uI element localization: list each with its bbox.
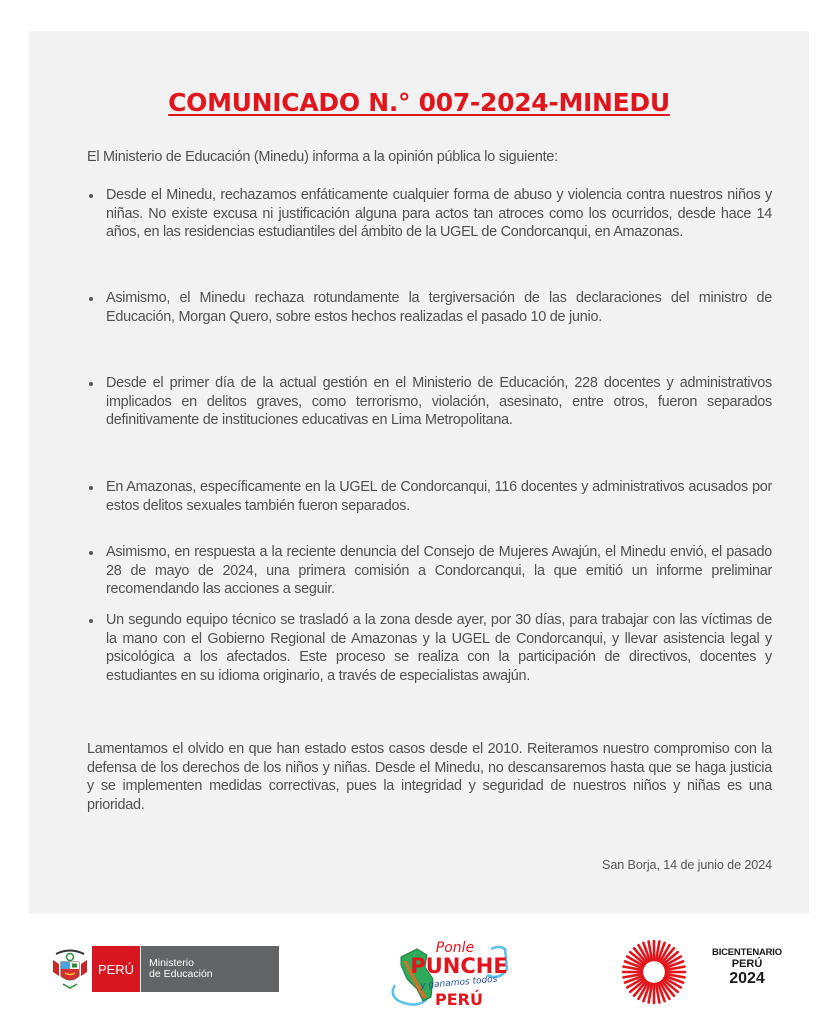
bullet-item-4: En Amazonas, específicamente en la UGEL de Condorcanqui, 116 docentes y administrativos acusados por estos delitos sexuales también fueron separados. <box>106 479 772 514</box>
bicentenario-logo <box>618 937 798 1007</box>
bicentenario-line-3: 2024 <box>729 970 765 987</box>
intro-paragraph: El Ministerio de Educación (Minedu) informa a la opinión pública lo siguiente: <box>87 149 558 165</box>
ministry-line-2: de Educación <box>149 968 213 980</box>
bicentenario-line-1: BICENTENARIO <box>712 947 782 958</box>
punche-line-2: PUNCHE <box>410 954 508 978</box>
punche-line-4: PERÚ <box>435 990 483 1009</box>
punche-line-1: Ponle <box>435 940 475 956</box>
ponle-punche-logo <box>387 935 527 1015</box>
bullet-item-3: Desde el primer día de la actual gestión en el Ministerio de Educación, 228 docentes y administrativos implicados en delitos graves, como terrorismo, violación, asesinato, entre otros, fueron separados definitivamente de instituciones educativas en Lima Metropolitana. <box>106 375 772 429</box>
bicentenario-text <box>696 947 798 987</box>
ministry-label <box>141 946 279 992</box>
punche-line-3: y ganamos todos <box>419 974 498 992</box>
closing-paragraph: Lamentamos el olvido en que han estado estos casos desde el 2010. Reiteramos nuestro compromiso con la defensa de los derechos de los niños y niñas. Desde el Minedu, no descansaremos hasta que se haga justicia y se implementen medidas correctivas, pues la integridad y seguridad de nuestros niños y niñas es una prioridad. <box>87 741 772 813</box>
bullet-item-6: Un segundo equipo técnico se trasladó a la zona desde ayer, por 30 días, para trabajar con las víctimas de la mano con el Gobierno Regional de Amazonas y la UGEL de Condorcanqui, y llevar asistencia legal y psicológica a los afectados. Este proceso se realiza con la participación de directivos, docentes y estudiantes en su idioma originario, a través de especialistas awajún. <box>106 612 772 684</box>
peru-label: PERÚ <box>92 946 140 992</box>
minedu-logo <box>50 944 282 994</box>
bicentenario-line-2: PERÚ <box>731 958 763 970</box>
bullet-item-5: Asimismo, en respuesta a la reciente denuncia del Consejo de Mujeres Awajún, el Minedu envió, el pasado 28 de mayo de 2024, una primera comisión a Condorcanqui, la que emitió un informe preliminar recomendando las acciones a seguir. <box>106 544 772 598</box>
communique-title: COMUNICADO N.° 007-2024-MINEDU <box>168 88 670 117</box>
date-line: San Borja, 14 de junio de 2024 <box>602 858 772 872</box>
bullet-item-2: Asimismo, el Minedu rechaza rotundamente la tergiversación de las declaraciones del ministro de Educación, Morgan Quero, sobre estos hechos realizadas el pasado 10 de junio. <box>106 290 772 325</box>
bullet-item-1: Desde el Minedu, rechazamos enfáticamente cualquier forma de abuso y violencia contra nuestros niños y niñas. No existe excusa ni justificación alguna para actos tan atroces como los ocurridos, desde hace 14 años, en las residencias estudiantiles del ámbito de la UGEL de Condorcanqui, en Amazonas. <box>106 187 772 241</box>
peru-coat-of-arms-icon <box>50 946 90 990</box>
ministry-line-1: Ministerio <box>149 956 194 969</box>
bicentenario-sunburst-icon <box>618 937 690 1007</box>
